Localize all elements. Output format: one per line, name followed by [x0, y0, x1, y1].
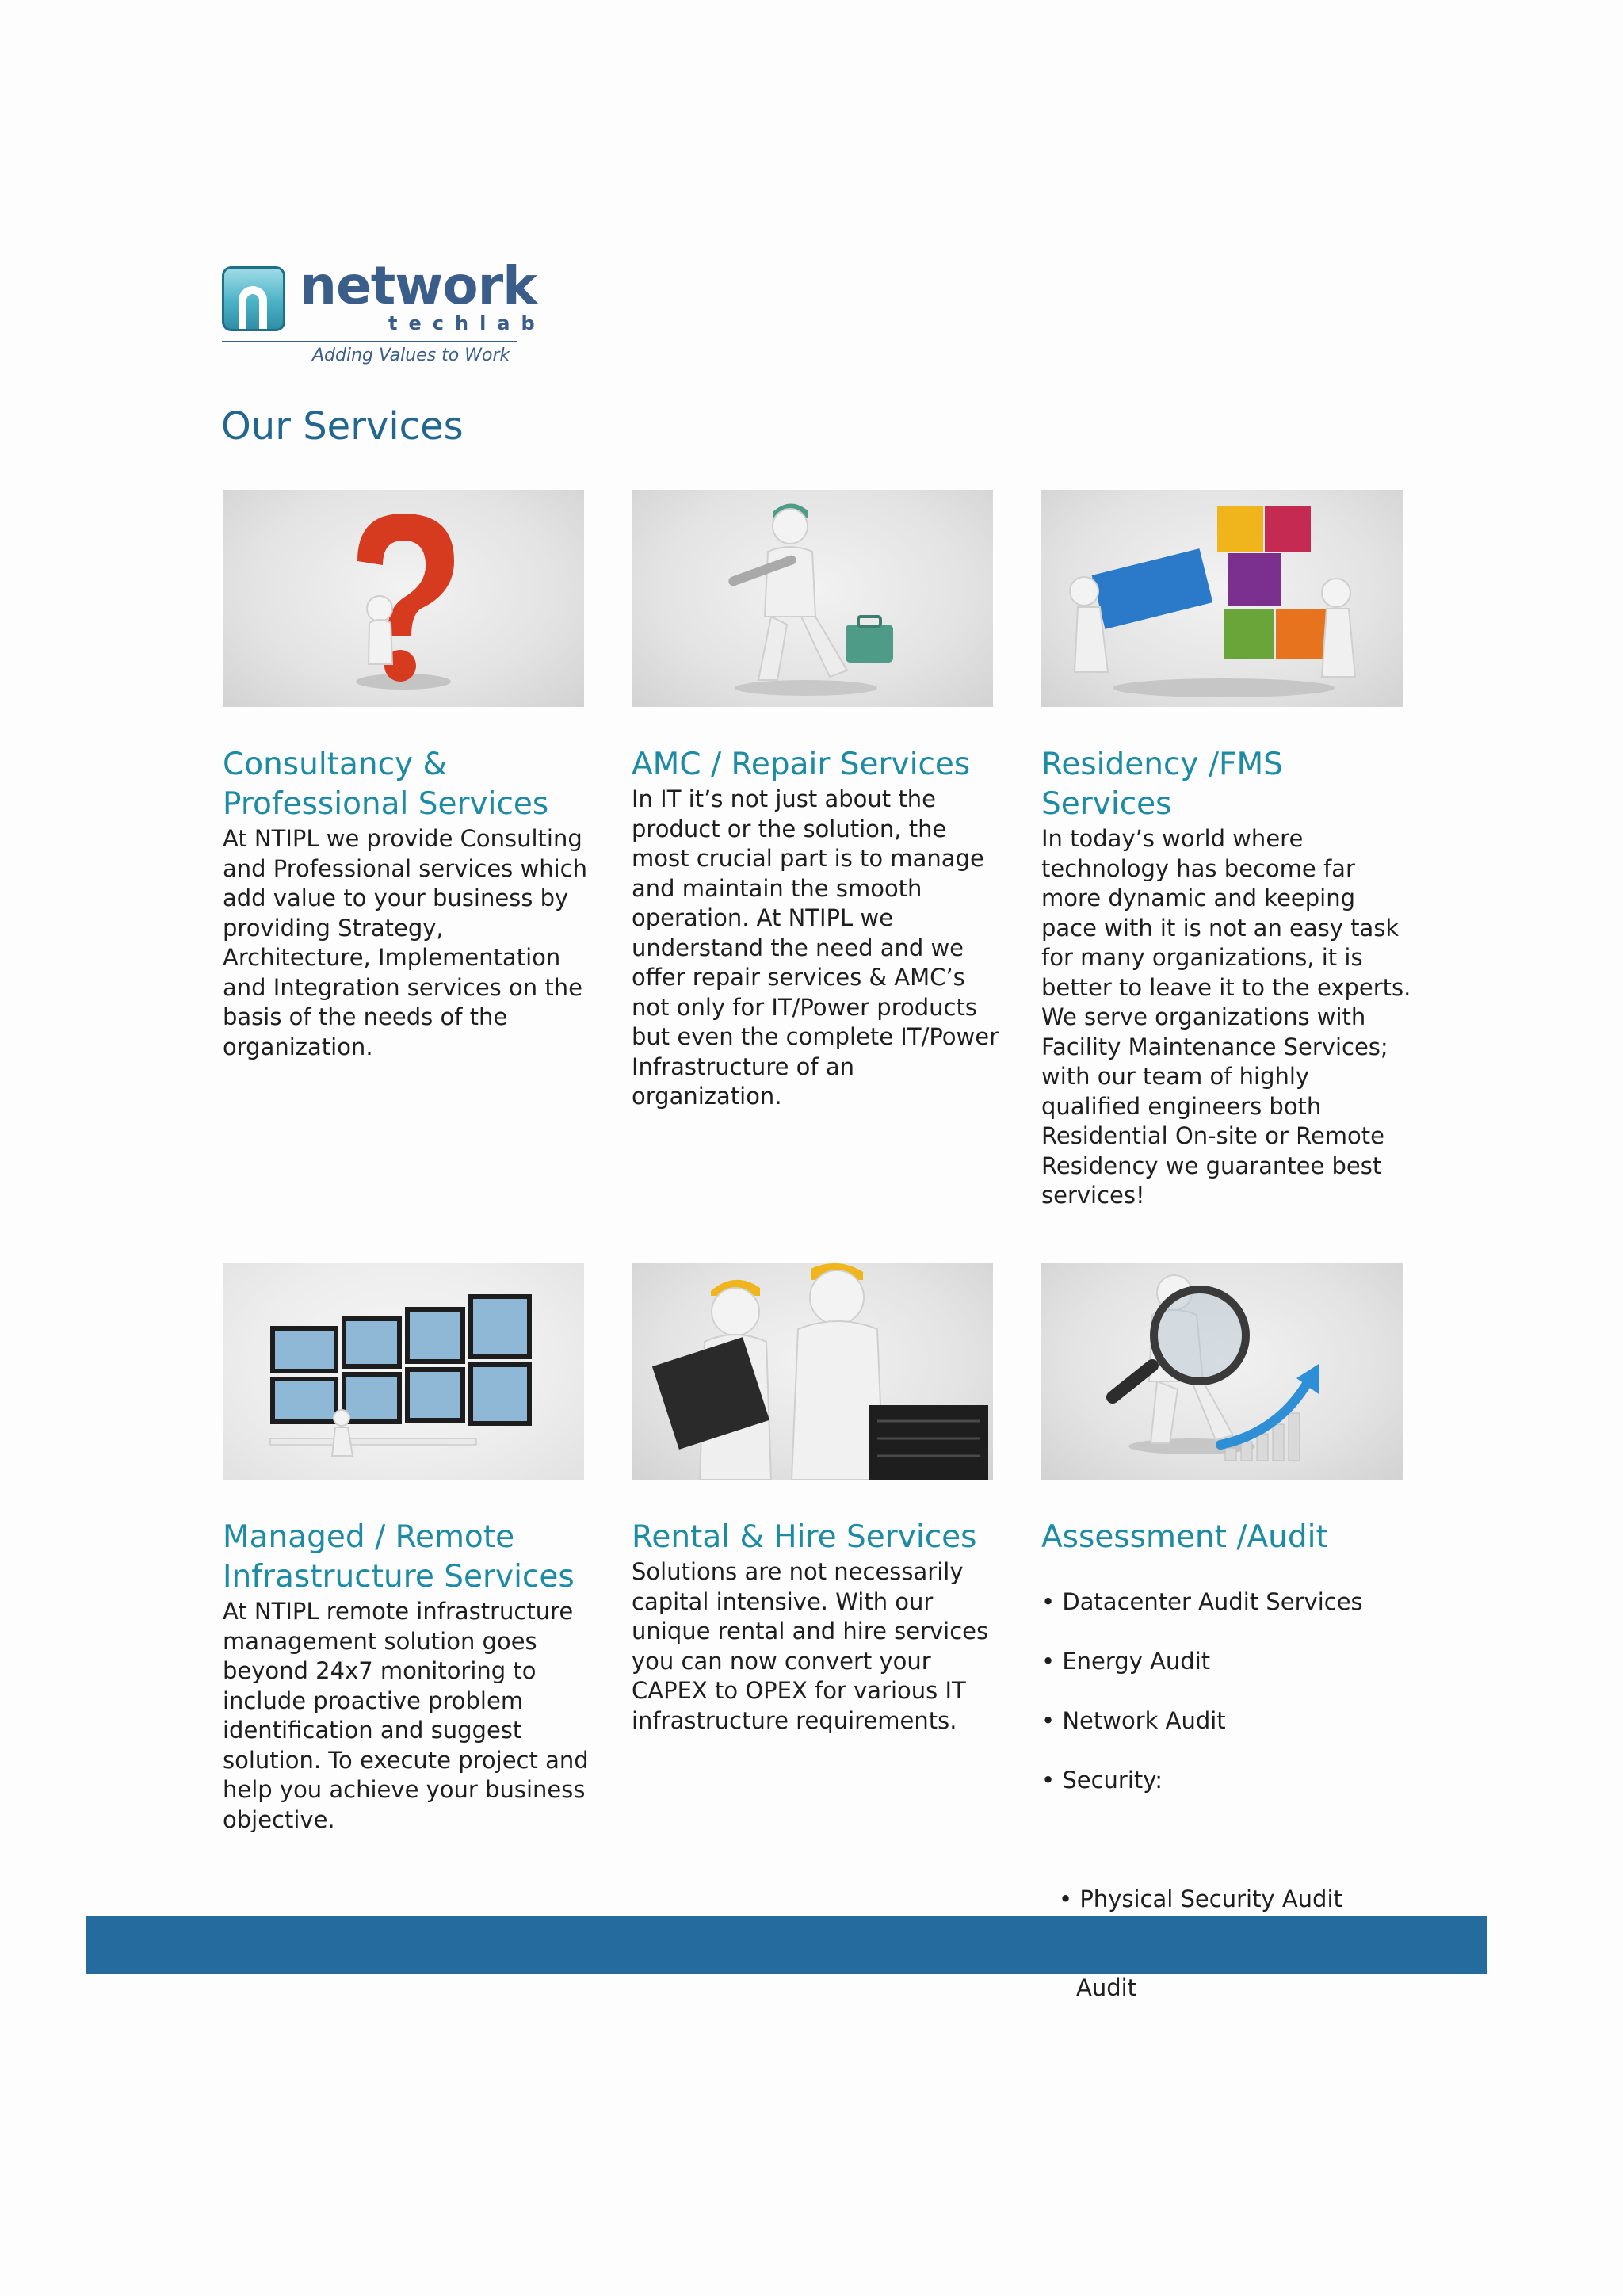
managed-infra-image	[223, 1263, 584, 1480]
monitoring-screens-icon	[223, 1263, 584, 1480]
puzzle-team-icon	[1041, 490, 1403, 707]
list-item: • Network Audit	[1041, 1706, 1226, 1734]
company-logo	[222, 255, 546, 374]
service-title-managed: Managed / Remote Infrastructure Services	[223, 1519, 575, 1595]
logo-wordmark: network	[300, 255, 537, 316]
logo-tagline: Adding Values to Work	[312, 346, 510, 365]
list-item: • Physical Security Audit	[1059, 1885, 1342, 1912]
repair-technician-icon	[632, 490, 993, 707]
service-body-rental: Solutions are not necessarily capital intensive. With our unique rental and hire services you can now convert your CAPEX to OPEX for various IT infrastructure requirements.	[632, 1558, 989, 1734]
question-mark-figure-icon	[223, 490, 584, 707]
service-title-amc: AMC / Repair Services	[632, 747, 971, 782]
service-body-consultancy: At NTIPL we provide Consulting and Professional services which add value to your business by providing Strategy, Architecture, Implementation and Integration services on the basis of the needs of the organization.	[223, 825, 587, 1060]
service-title-residency: Residency /FMS Services	[1041, 747, 1283, 822]
service-title-consultancy: Consultancy & Professional Services	[223, 747, 549, 822]
list-item: • Energy Audit	[1041, 1647, 1211, 1675]
audit-list	[1041, 1557, 1414, 2092]
list-item: Audit	[1076, 1974, 1137, 2001]
service-body-managed: At NTIPL remote infrastructure management solution goes beyond 24x7 monitoring to include proactive problem identification and suggest solution. To execute project and help you achieve your business objective.	[223, 1598, 589, 1833]
consultancy-image	[223, 490, 584, 707]
magnifier-growth-icon	[1041, 1263, 1403, 1480]
list-item: • Datacenter Audit Services	[1041, 1587, 1363, 1615]
residency-fms-image	[1041, 490, 1403, 707]
logo-subword: techlab	[388, 312, 546, 334]
service-title-audit: Assessment /Audit	[1041, 1519, 1328, 1555]
logo-n-icon	[222, 266, 285, 331]
assessment-audit-image	[1041, 1263, 1403, 1480]
server-movers-icon	[632, 1263, 993, 1480]
footer-bar	[86, 1916, 1487, 1974]
service-body-residency: In today’s world where technology has become far more dynamic and keeping pace with it is not an easy task for many organizations, it is better to leave it to the experts. We serve organizations with Facility Maintenance Services; with our team of highly qualified engineers both Residential On-site or Remote Residency we guarantee best services!	[1041, 825, 1411, 1209]
service-body-amc: In IT it’s not just about the product or the solution, the most crucial part is to manage and maintain the smooth operation. At NTIPL we understand the need and we offer repair services & AMC’s not only for IT/Power products but even the complete IT/Power Infrastructure of an organization.	[632, 785, 999, 1110]
rental-hire-image	[632, 1263, 993, 1480]
service-title-rental: Rental & Hire Services	[632, 1519, 977, 1555]
logo-underline	[222, 341, 517, 342]
page-title: Our Services	[221, 404, 464, 449]
list-item: • Security:	[1041, 1766, 1163, 1794]
amc-repair-image	[632, 490, 993, 707]
